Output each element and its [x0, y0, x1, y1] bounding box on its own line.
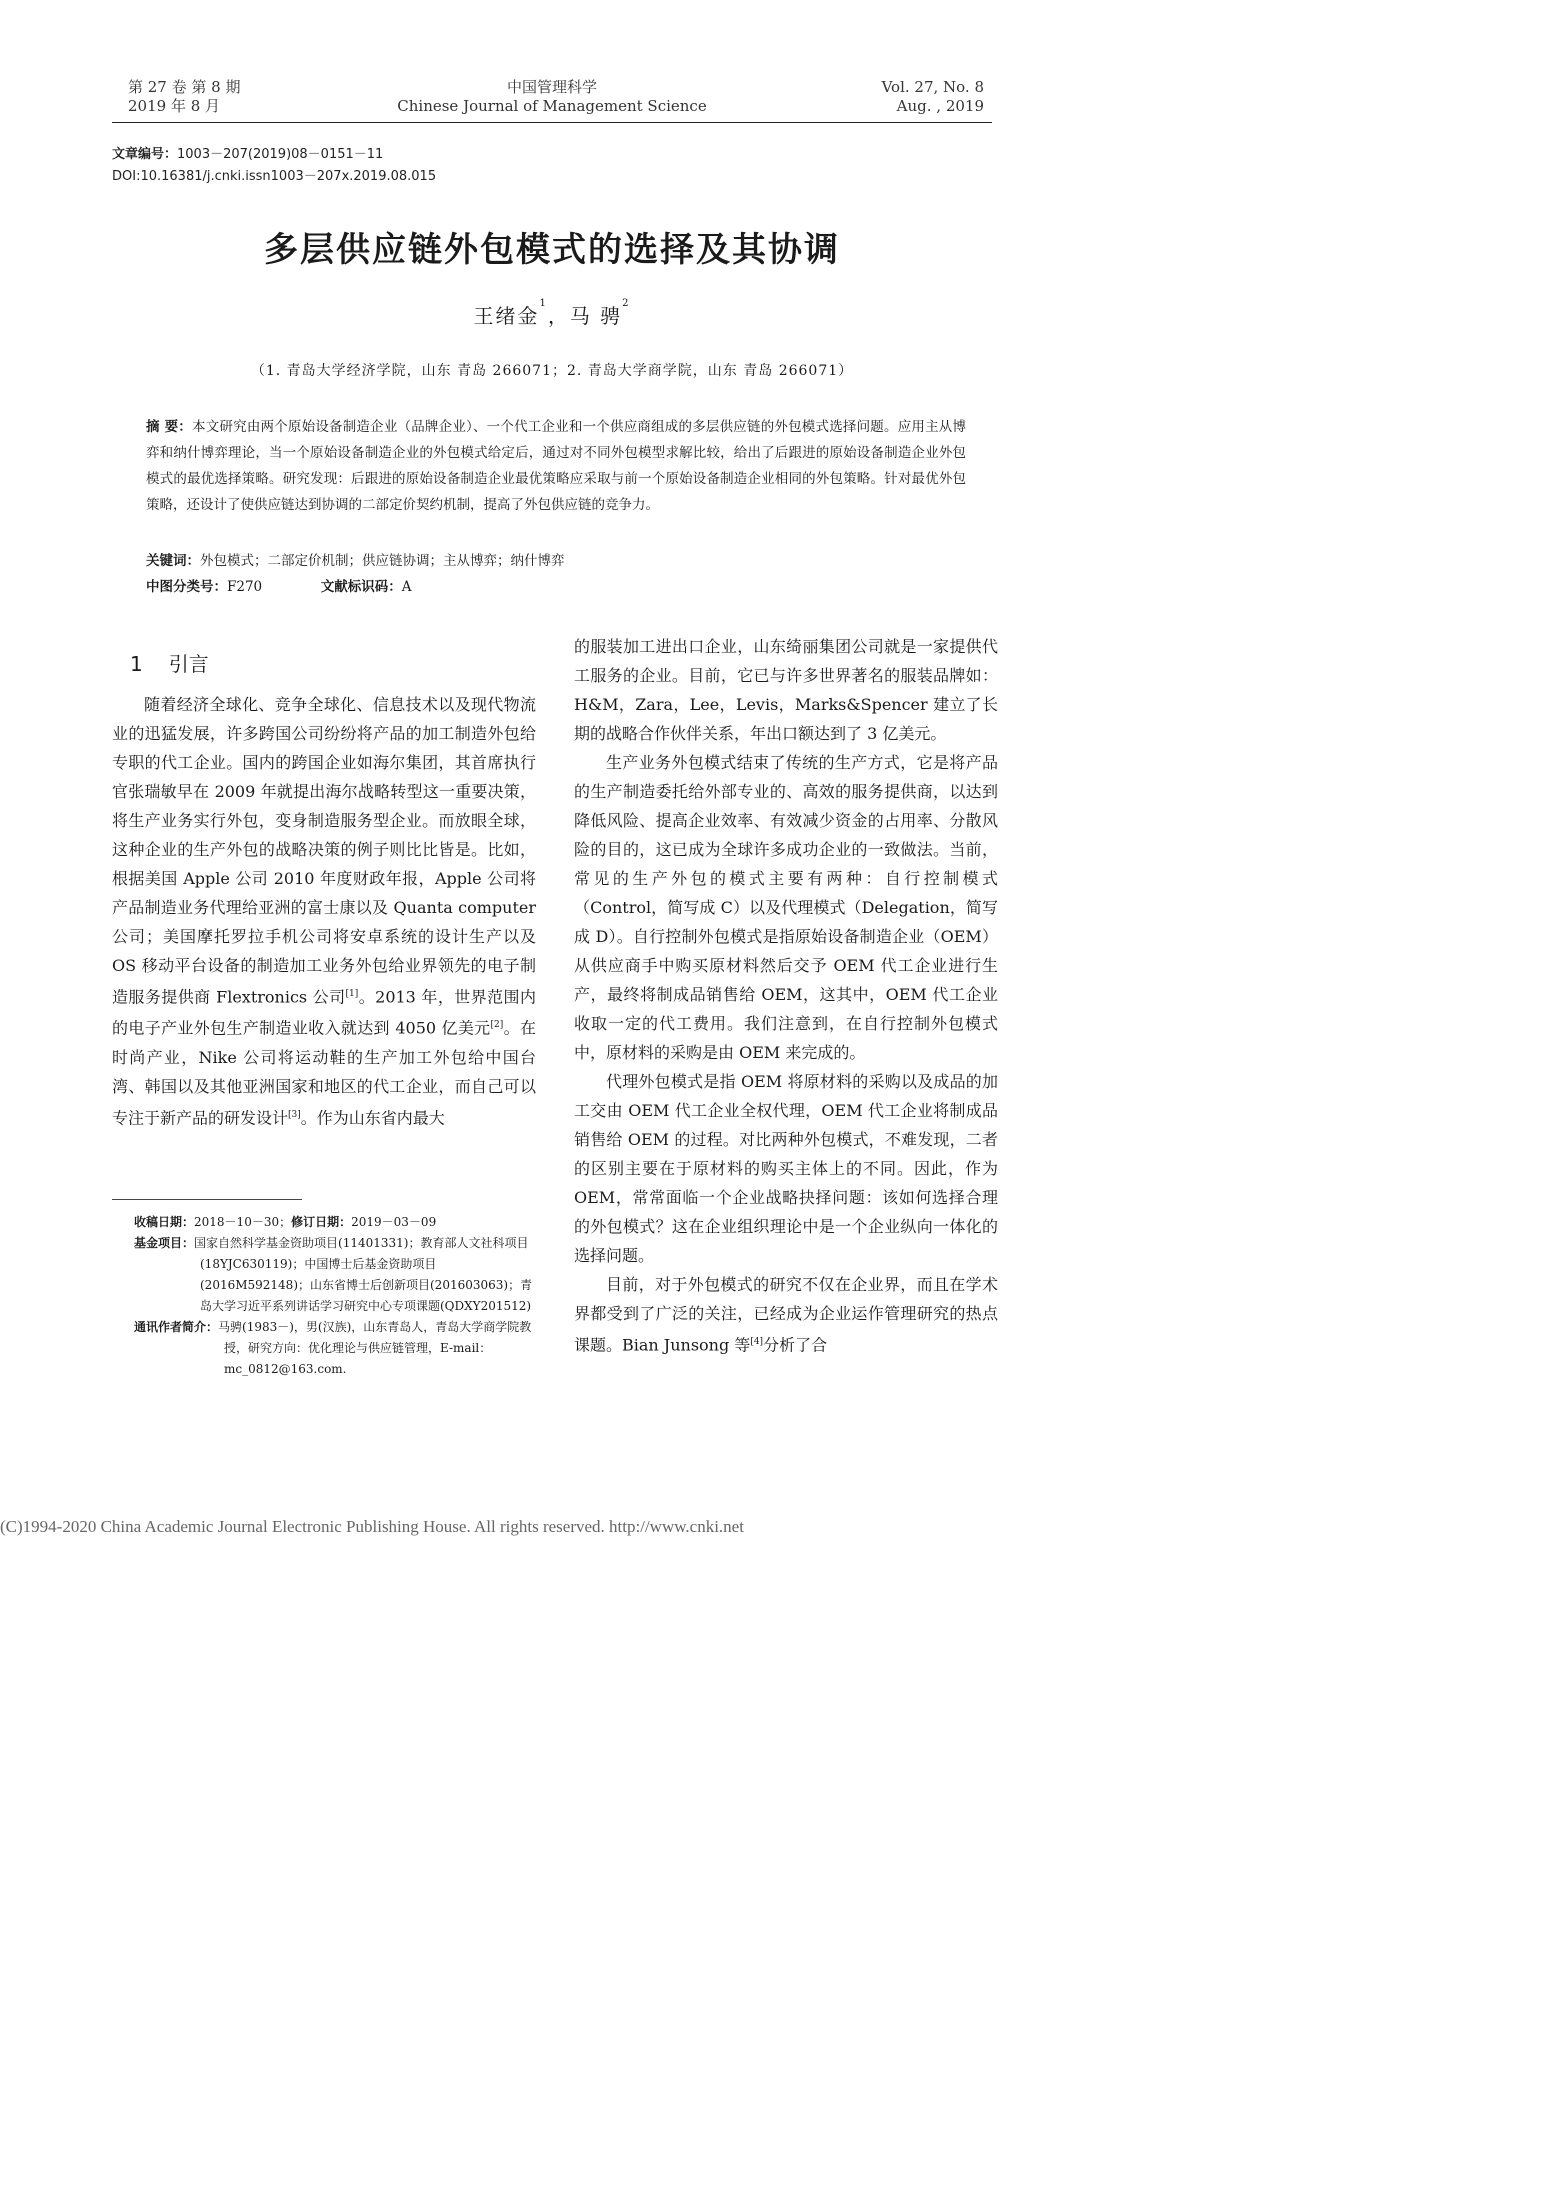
right-column — [574, 632, 998, 1359]
year-month-cn: 2019 年 8 月 — [128, 97, 221, 115]
author-info — [134, 1317, 534, 1380]
fund-text: 国家自然科学基金资助项目(11401331)；教育部人文社科项目(18YJC630119)；中国博士后基金资助项目(2016M592148)；山东省博士后创新项目(201603063)；青岛大学习近平系列讲话学习研究中心专项课题(QDXY201512) — [194, 1236, 533, 1313]
body-text: 随着经济全球化、竞争全球化、信息技术以及现代物流业的迅猛发展，许多跨国公司纷纷将产品的加工制造外包给专职的代工企业。国内的跨国企业如海尔集团，其首席执行官张瑞敏早在 2009 年就提出海尔战略转型这一重要决策，将生产业务实行外包，变身制造服务型企业。而放眼全球，这种企业的生产外包的战略决策的例子则比比皆是。比如，根据美国 Apple 公司 2010 年度财政年报，Apple 公司将产品制造业务代理给亚洲的富士康以及 Quanta computer 公司；美国摩托罗拉手机公司将安卓系统的设计生产以及 OS 移动平台设备的制造加工业务外包给业界领先的电子制造服务提供商 Flextronics 公司 — [112, 695, 536, 1007]
author-affil-mark: 1 — [539, 298, 548, 309]
body-text: 分析了合 — [763, 1335, 828, 1355]
body-paragraph — [574, 1270, 998, 1359]
body-paragraph: 代理外包模式是指 OEM 将原材料的采购以及成品的加工交由 OEM 代工企业全权代理，OEM 代工企业将制成品销售给 OEM 的过程。对比两种外包模式，不难发现，二者的区别主要在于原材料的购买主体上的不同。因此，作为 OEM，常常面临一个企业战略抉择问题：该如何选择合理的外包模式？这在企业组织理论中是一个企业纵向一体化的选择问题。 — [574, 1072, 998, 1265]
fund-info — [134, 1233, 534, 1317]
body-text: 。2013 年，世界范围内的电子产业外包生产制造业收入就达到 4050 亿美元 — [112, 987, 536, 1038]
footnote — [134, 1212, 534, 1380]
body-paragraph: 生产业务外包模式结束了传统的生产方式，它是将产品的生产制造委托给外部专业的、高效的服务提供商，以达到降低风险、提高企业效率、有效减少资金的占用率、分散风险的目的，这已成为全球许多成功企业的一致做法。当前，常见的生产外包的模式主要有两种：自行控制模式（Control，简写成 C）以及代理模式（Delegation，简写成 D）。自行控制外包模式是指原始设备制造企业（OEM）从供应商手中购买原材料然后交予 OEM 代工企业进行生产，最终将制成品销售给 OEM，这其中，OEM 代工企业收取一定的代工费用。我们注意到，在自行控制外包模式中，原材料的采购是由 OEM 来完成的。 — [574, 753, 998, 1062]
date-en: Aug. , 2019 — [896, 97, 984, 115]
left-column — [112, 690, 536, 1132]
doi: DOI:10.16381/j.cnki.issn1003－207x.2019.08.015 — [112, 169, 437, 184]
article-number — [112, 144, 712, 166]
copyright-footer: (C)1994-2020 China Academic Journal Electronic Publishing House. All rights reserved. http://www.cnki.net — [0, 1517, 744, 1536]
body-text: 。在时尚产业，Nike 公司将运动鞋的生产加工外包给中国台湾、韩国以及其他亚洲国家和地区的代工企业，而自己可以专注于新产品的研发设计 — [112, 1018, 536, 1127]
doc-code-label: 文献标识码： — [320, 579, 402, 595]
author-name: 王绪金 — [473, 304, 540, 328]
body-text: 。作为山东省内最大 — [300, 1107, 445, 1127]
revised-date: 2019－03－09 — [351, 1215, 437, 1229]
journal-name-cn: 中国管理科学 — [506, 78, 597, 96]
received-dates — [134, 1212, 534, 1233]
body-paragraph: 的服装加工进出口企业，山东绮丽集团公司就是一家提供代工服务的企业。目前，它已与许多世界著名的服装品牌如：H&M，Zara，Lee，Levis，Marks&Spencer 建立了长期的战略合作伙伴关系，年出口额达到了 3 亿美元。 — [574, 637, 998, 743]
citation: [1] — [345, 989, 359, 999]
abstract-label: 摘 要： — [146, 419, 193, 435]
abstract-text: 本文研究由两个原始设备制造企业（品牌企业）、一个代工企业和一个供应商组成的多层供应链的外包模式选择问题。应用主从博弈和纳什博弈理论，当一个原始设备制造企业的外包模式给定后，通过对不同外包模型求解比较，给出了后跟进的原始设备制造企业外包模式的最优选择策略。研究发现：后跟进的原始设备制造企业最优策略应采取与前一个原始设备制造企业相同的外包策略。针对最优外包策略，还设计了使供应链达到协调的二部定价契约机制，提高了外包供应链的竞争力。 — [146, 419, 967, 513]
body-paragraph — [112, 690, 536, 1132]
author-info-text: 马骋(1983－)，男(汉族)，山东青岛人，青岛大学商学院教授，研究方向：优化理论与供应链管理，E-mail：mc_0812@163.com. — [218, 1320, 532, 1376]
volume-issue-en: Vol. 27, No. 8 — [881, 78, 984, 96]
affiliation: （1. 青岛大学经济学院，山东 青岛 266071；2. 青岛大学商学院，山东 青岛 266071） — [250, 363, 854, 379]
article-number-label: 文章编号： — [112, 147, 178, 162]
paper-title: 多层供应链外包模式的选择及其协调 — [264, 230, 840, 270]
authors — [0, 300, 1104, 329]
section-number: 1 — [130, 652, 143, 676]
doc-code-value: A — [401, 579, 412, 595]
author-affil-mark: 2 — [622, 298, 631, 309]
citation: [4] — [750, 1337, 764, 1347]
journal-name-en: Chinese Journal of Management Science — [397, 97, 707, 115]
fund-label: 基金项目： — [134, 1236, 195, 1250]
volume-issue-cn: 第 27 卷 第 8 期 — [128, 78, 241, 96]
classification — [146, 574, 966, 600]
journal-volume-issue — [128, 78, 328, 116]
clc-label: 中图分类号： — [146, 579, 227, 595]
section-title: 引言 — [168, 652, 209, 676]
received-label: 收稿日期： — [134, 1215, 195, 1229]
journal-volume-en — [780, 78, 984, 116]
abstract — [146, 414, 966, 518]
author-info-label: 通讯作者简介： — [134, 1320, 219, 1334]
keywords-label: 关键词： — [146, 553, 200, 569]
footnote-rule — [112, 1199, 302, 1200]
header-rule — [112, 122, 992, 123]
article-number-value: 1003－207(2019)08－0151－11 — [177, 147, 384, 162]
article-meta — [112, 144, 712, 188]
author-separator: ， — [547, 304, 570, 328]
journal-name — [352, 78, 752, 116]
author-name: 马 骋 — [569, 304, 623, 328]
clc-value: F270 — [227, 579, 263, 595]
keywords — [146, 548, 966, 574]
section-heading — [130, 648, 209, 677]
keywords-text: 外包模式；二部定价机制；供应链协调；主从博弈；纳什博弈 — [200, 553, 565, 569]
citation: [2] — [490, 1020, 504, 1031]
revised-label: 修订日期： — [291, 1215, 352, 1229]
body-text: 目前，对于外包模式的研究不仅在企业界，而且在学术界都受到了广泛的关注，已经成为企业运作管理研究的热点课题。Bian Junsong 等 — [574, 1275, 998, 1355]
received-date: 2018－10－30； — [194, 1215, 292, 1229]
citation: [3] — [288, 1109, 301, 1120]
